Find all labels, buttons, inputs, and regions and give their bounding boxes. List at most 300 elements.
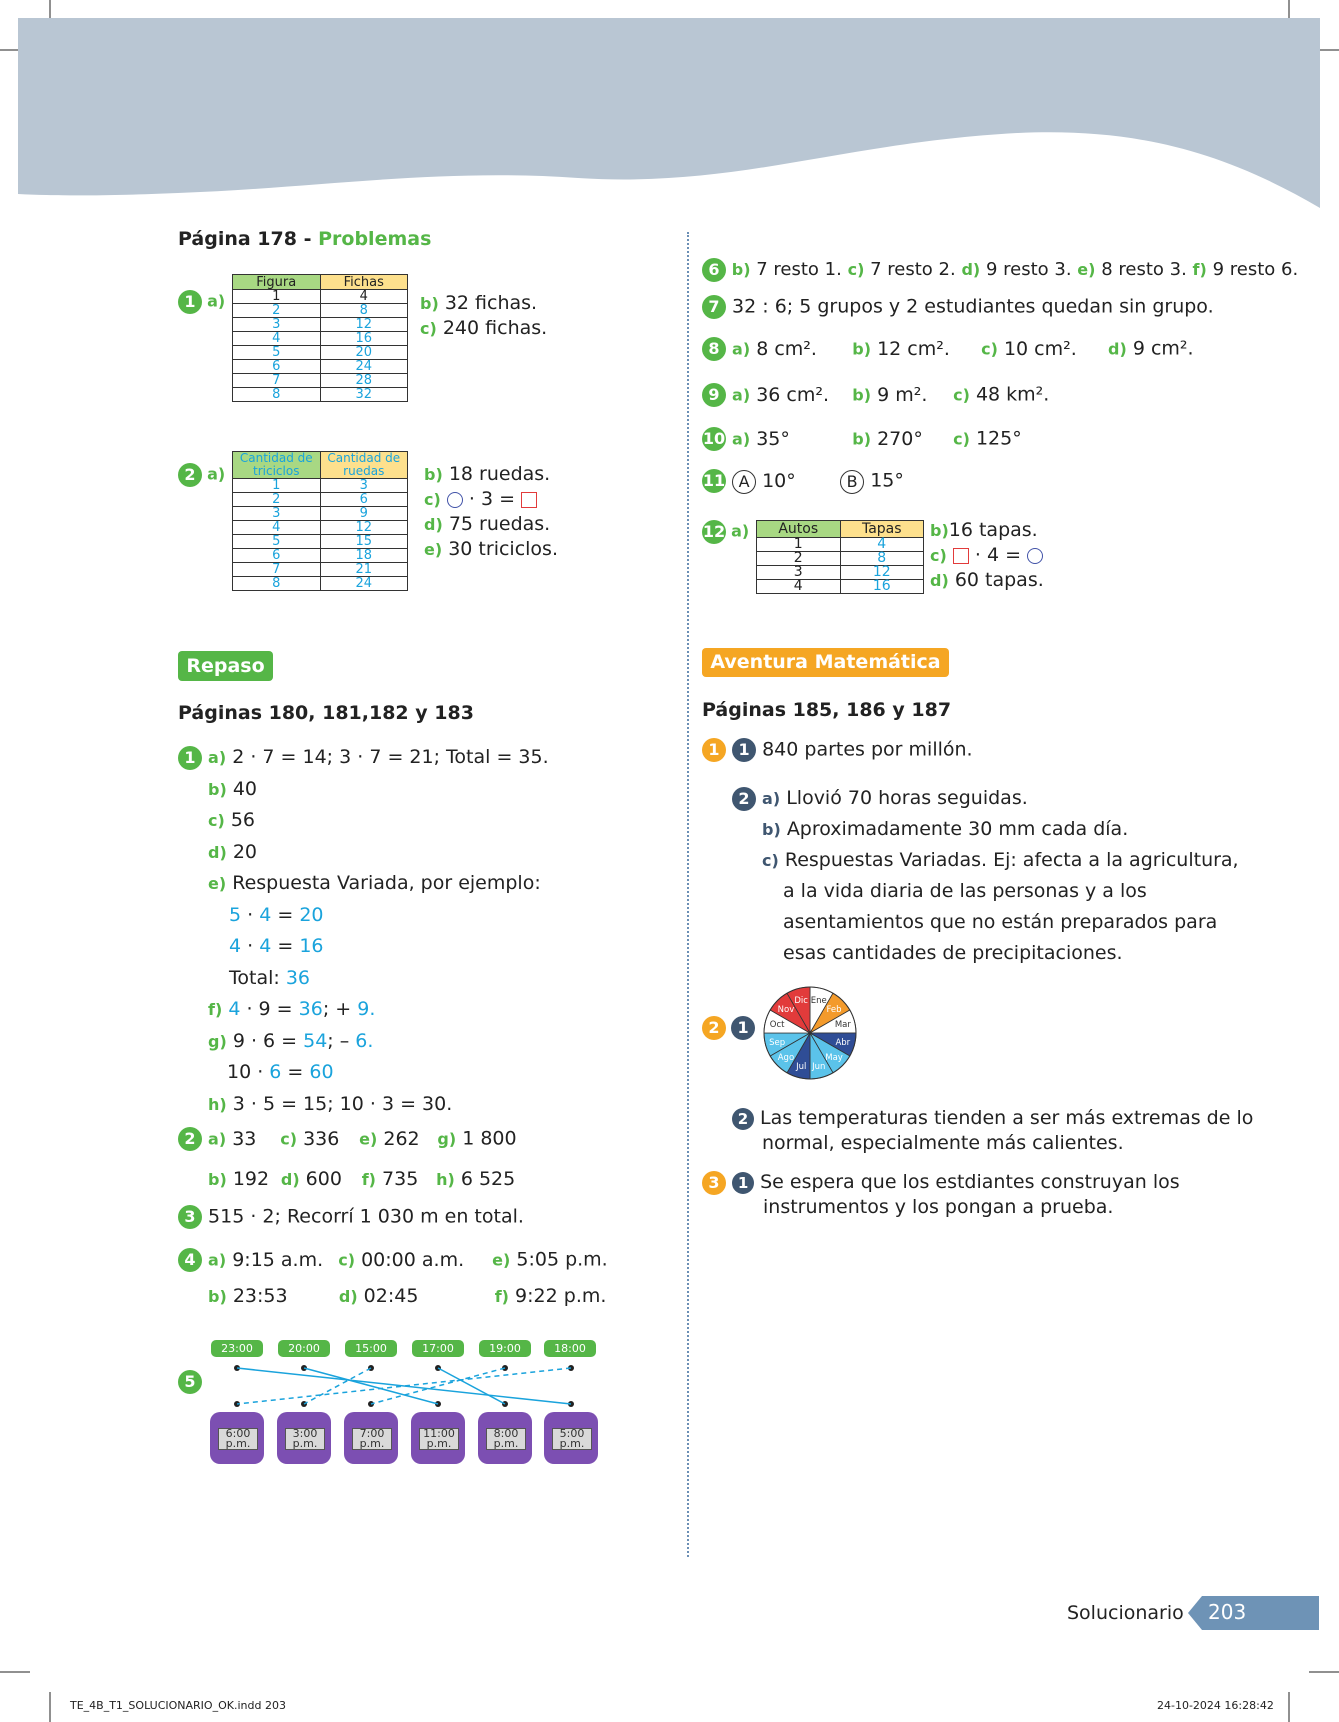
r2-a-label: a) [208,1129,227,1149]
r1-g2-p3: 60 [309,1061,334,1083]
month-label: May [825,1053,843,1064]
r1-h-label: h) [208,1094,227,1114]
month-label: Oct [769,1020,785,1031]
a2-sub2-badge: 2 [732,1108,754,1130]
time-tag: 23:00 [211,1340,263,1357]
q9-b-label: b) [852,385,872,405]
section-title-accent: Problemas [318,228,432,250]
r1-f-p5: . [369,998,376,1020]
r4-row1 [178,1248,608,1272]
r5-num-badge: 5 [178,1370,202,1394]
q9-num-badge: 9 [702,383,726,407]
watch-ampm: p.m. [559,1437,585,1450]
r1-e-label: e) [208,874,227,893]
table-row [233,388,408,402]
p2-number [178,463,225,487]
table-cell: 16 [840,580,924,594]
column-divider [687,232,689,1557]
q6-d-val: 9 resto 3. [985,259,1072,280]
month-label: Ago [777,1053,795,1064]
q6-b-val: 7 resto 1. [756,259,842,280]
circle-icon [1027,548,1043,564]
month-label: Jun [812,1061,826,1072]
p1-answers [420,291,547,341]
a1-c-line: asentamientos que no están preparados para [783,911,1218,933]
a1-line [702,738,973,762]
watch-ampm: p.m. [292,1437,318,1450]
r3-num-badge: 3 [178,1205,202,1229]
q12-answers [930,518,1044,593]
watch [544,1412,598,1464]
q6-line [702,258,1298,282]
q10-a-val: 35° [756,427,790,450]
p2-c-text: · 3 = [468,488,516,510]
p2-header-triciclos: Cantidad de triciclos [233,452,321,479]
q10-a-label: a) [732,429,751,449]
time-tag: 17:00 [412,1340,464,1357]
q12-table [756,520,924,594]
a2-sub2 [732,1106,1253,1156]
q12-c-label: c) [930,546,947,565]
q7-line [702,295,1214,319]
r2-h-label: h) [436,1170,455,1189]
q11-line [702,469,904,494]
table-cell: 2 [757,552,841,566]
r1-e-line2 [178,931,549,963]
a1-sub1-badge: 1 [732,738,756,762]
time-tag: 20:00 [278,1340,330,1357]
q8-c-label: c) [981,339,998,359]
a1-c-line: Respuestas Variadas. Ej: afecta a la agricultura, [784,849,1239,871]
r1-f-p4: 9 [357,998,370,1020]
a2-number [702,1016,755,1040]
table-cell: 7 [233,563,321,577]
r2-g-val: 1 800 [462,1127,517,1150]
table-cell: 28 [320,374,408,388]
a2-num-badge: 2 [702,1016,726,1040]
q11-b-val: 15° [870,469,904,492]
a1-sub1-text: 840 partes por millón. [762,738,973,761]
q12-c-text: · 4 = [974,544,1022,566]
p1-header-figura: Figura [233,275,321,290]
r1-e-text: Respuesta Variada, por ejemplo: [232,872,541,894]
r1-h-text: 3 · 5 = 15; 10 · 3 = 30. [232,1092,453,1115]
q9-b-val: 9 m². [877,383,928,406]
table-cell: 6 [233,360,321,374]
file-info: TE_4B_T1_SOLUCIONARIO_OK.indd 203 [70,1699,286,1712]
watch-time: 6:00 [225,1427,251,1440]
p1-number [178,290,225,314]
q8-b-val: 12 cm². [877,337,950,360]
r3-text: 515 · 2; Recorrí 1 030 m en total. [208,1205,524,1228]
r1-g-p2: ; – [327,1029,356,1052]
p1-table-body [233,290,408,402]
month-label: Jul [796,1061,807,1072]
p1-b-label: b) [420,294,439,313]
r1-e2-eq: = [271,935,300,957]
table-cell: 16 [320,332,408,346]
table-cell: 4 [757,580,841,594]
q12-num-badge: 12 [702,520,726,544]
table-cell: 4 [233,332,321,346]
q6-b-label: b) [731,260,751,279]
q10-line [702,427,1022,451]
table-row [233,577,408,591]
q12-a-label: a) [731,521,750,541]
r4-f-val: 9:22 p.m. [515,1285,607,1307]
r1-c-text: 56 [230,809,256,831]
table-cell: 2 [233,493,321,507]
watch [277,1412,331,1464]
q6-num-badge: 6 [702,258,726,282]
p2-table [232,451,408,591]
table-cell: 8 [233,577,321,591]
r4-e-label: e) [492,1250,511,1270]
p2-e-text: 30 triciclos. [448,538,558,560]
table-cell: 4 [233,521,321,535]
r2-e-val: 262 [383,1127,420,1150]
month-label: Ene [810,996,827,1007]
table-row [233,563,408,577]
r1-f-p0: 4 [228,998,241,1020]
table-row [757,580,924,594]
table-cell: 7 [233,374,321,388]
p2-b-label: b) [424,465,443,484]
table-cell: 12 [840,566,924,580]
a2-sub2-line: Las temperaturas tienden a ser más extremas de lo [760,1107,1254,1129]
r1-g-label: g) [208,1031,227,1051]
q9-line [702,383,1049,407]
p1-a-label: a) [207,291,226,311]
r1-e1-res: 20 [299,903,324,926]
p1-table [232,274,408,402]
month-label: Dic [794,996,808,1007]
r1-f-label: f) [208,1000,223,1019]
q9-c-val: 48 km². [975,383,1050,406]
q10-b-label: b) [852,429,872,449]
footer-solucionario: Solucionario [1067,1602,1184,1624]
r4-b-val: 23:53 [232,1285,288,1307]
watch-time: 7:00 [359,1427,385,1440]
a3-line: Se espera que los estdiantes construyan los [760,1171,1180,1193]
p2-b-text: 18 ruedas. [448,463,551,485]
r1-g2-p1: 6 [269,1061,282,1083]
table-cell: 4 [320,290,408,304]
table-row [233,549,408,563]
p1-c-text: 240 fichas. [442,317,548,339]
option-a-circle: A [732,470,756,494]
r4-c-label: c) [338,1250,356,1270]
q12-number [702,520,749,544]
table-cell: 8 [840,552,924,566]
r1-g2-p0: 10 · [227,1061,270,1083]
q12-b-text: 16 tapas. [948,519,1038,541]
repaso-badge: Repaso [178,651,273,681]
q6-e-val: 8 resto 3. [1101,259,1187,280]
table-cell: 4 [840,538,924,552]
r1-b-label: b) [208,779,227,799]
a1-sub2 [732,783,1239,969]
table-row [757,538,924,552]
a3-block [702,1170,1180,1220]
q9-c-label: c) [953,385,970,405]
r4-d-label: d) [338,1287,358,1306]
table-cell: 9 [320,507,408,521]
q12-d-text: 60 tapas. [954,569,1044,591]
table-row [233,507,408,521]
r2-a-val: 33 [232,1127,257,1150]
aventura-pages: Páginas 185, 186 y 187 [702,699,952,721]
time-tag: 19:00 [479,1340,531,1357]
p2-num-badge: 2 [178,463,202,487]
a1-c-line: esas cantidades de precipitaciones. [783,942,1123,964]
month-label: Abr [835,1037,851,1048]
time-tag: 18:00 [544,1340,596,1357]
a1-c-line: a la vida diaria de las personas y a los [783,880,1147,902]
a1-b-label: b) [762,820,781,839]
table-cell: 24 [320,577,408,591]
table-row [233,360,408,374]
p1-num-badge: 1 [178,290,202,314]
q6-c-val: 7 resto 2. [870,259,956,280]
watch-ampm: p.m. [493,1437,519,1450]
aventura-badge: Aventura Matemática [702,648,949,677]
table-row [233,521,408,535]
a3-num-badge: 3 [702,1171,726,1195]
a3-line: instrumentos y los pongan a prueba. [763,1196,1114,1218]
r1-num-badge: 1 [178,746,202,770]
q8-d-val: 9 cm². [1132,337,1194,360]
r1-d-label: d) [208,842,227,862]
r2-row2 [208,1168,515,1190]
r1-b-text: 40 [232,777,257,800]
table-cell: 6 [233,549,321,563]
r2-row1 [178,1127,517,1151]
a1-sub2-badge: 2 [732,787,756,811]
q6-f-label: f) [1192,260,1207,279]
month-label: Nov [777,1004,795,1015]
table-cell: 3 [233,318,321,332]
r2-b-label: b) [208,1170,227,1189]
table-cell: 24 [320,360,408,374]
square-icon [953,548,969,564]
q8-num-badge: 8 [702,337,726,361]
table-row [757,566,924,580]
q8-c-val: 10 cm². [1003,337,1077,360]
table-row [233,318,408,332]
r4-row2 [208,1285,606,1307]
month-label: Feb [826,1004,842,1015]
r1-e1-eq: = [271,903,300,926]
q12-table-body [757,538,924,594]
r1-a-label: a) [208,748,227,767]
r5-number [178,1370,202,1394]
p2-d-text: 75 ruedas. [448,513,551,535]
r1-block [178,742,549,1120]
a2-sub1-badge: 1 [731,1016,755,1040]
a2-sub2-line: normal, especialmente más calientes. [762,1132,1124,1154]
time-tag: 15:00 [345,1340,397,1357]
q12-d-label: d) [930,571,949,590]
table-cell: 12 [320,318,408,332]
r1-e2-b: 4 [259,935,272,957]
r1-e2-op: · [241,935,260,957]
r1-f-p1: · 9 = [240,998,299,1020]
watch-time: 3:00 [292,1427,318,1440]
a1-c-label: c) [762,851,779,870]
watch [478,1412,532,1464]
a3-sub1-badge: 1 [732,1172,754,1194]
table-cell: 3 [320,479,408,493]
table-row [233,304,408,318]
p1-header-fichas: Fichas [320,275,408,290]
q8-line [702,337,1194,361]
watch-time: 8:00 [493,1427,519,1440]
table-cell: 32 [320,388,408,402]
p2-e-label: e) [424,540,443,559]
q12-header-tapas: Tapas [840,521,924,538]
page-number: 203 [1208,1600,1247,1624]
table-cell: 18 [320,549,408,563]
table-cell: 6 [320,493,408,507]
circle-icon [447,492,463,508]
square-icon [521,492,537,508]
q9-a-label: a) [732,385,751,405]
table-cell: 1 [233,479,321,493]
q10-c-label: c) [953,429,970,449]
q10-num-badge: 10 [702,427,726,451]
q10-b-val: 270° [877,427,923,450]
table-cell: 3 [757,566,841,580]
table-row [233,374,408,388]
table-row [233,535,408,549]
q12-header-autos: Autos [757,521,841,538]
month-wheel [762,985,858,1081]
p2-answers [424,462,558,562]
watch-time: 5:00 [559,1427,585,1440]
table-row [757,552,924,566]
r1-f-p3: ; + [322,998,358,1020]
watch-time: 11:00 [423,1427,455,1440]
table-cell: 1 [233,290,321,304]
r4-e-val: 5:05 p.m. [516,1248,608,1271]
a1-num-badge: 1 [702,738,726,762]
r2-c-label: c) [280,1129,298,1149]
watch-ampm: p.m. [426,1437,452,1450]
table-cell: 15 [320,535,408,549]
r1-a-text: 2 · 7 = 14; 3 · 7 = 21; Total = 35. [232,746,549,768]
p2-d-label: d) [424,515,443,534]
p2-c-label: c) [424,490,441,509]
q7-num-badge: 7 [702,295,726,319]
q8-a-val: 8 cm². [756,337,817,360]
watch-ampm: p.m. [225,1437,251,1450]
q11-a-val: 10° [762,469,796,492]
r3-line [178,1205,524,1229]
matching-lines [200,1360,600,1420]
q6-e-label: e) [1077,260,1096,279]
r2-e-label: e) [359,1129,378,1149]
table-cell: 2 [233,304,321,318]
q9-a-val: 36 cm². [756,383,830,406]
r4-b-label: b) [208,1287,227,1306]
r2-h-val: 6 525 [460,1168,516,1190]
table-cell: 8 [320,304,408,318]
r1-d-text: 20 [232,840,257,863]
r1-f-p2: 36 [298,998,323,1020]
r2-f-label: f) [361,1170,376,1189]
q7-text: 32 : 6; 5 grupos y 2 estudiantes quedan sin grupo. [732,295,1214,318]
q8-b-label: b) [852,339,872,359]
p2-a-label: a) [207,464,226,484]
r1-e1-a: 5 [229,903,242,926]
r1-c-label: c) [208,811,225,830]
q6-f-val: 9 resto 6. [1212,259,1299,280]
p2-header-ruedas: Cantidad de ruedas [320,452,408,479]
p1-c-label: c) [420,319,437,338]
p1-b-text: 32 fichas. [444,292,538,314]
r2-b-val: 192 [232,1168,270,1190]
table-row [233,346,408,360]
table-cell: 12 [320,521,408,535]
r2-c-val: 336 [303,1127,340,1150]
r1-e2-a: 4 [229,935,242,957]
table-cell: 3 [233,507,321,521]
r4-num-badge: 4 [178,1248,202,1272]
r1-g-p4: . [367,1029,374,1052]
table-cell: 21 [320,563,408,577]
table-cell: 1 [757,538,841,552]
month-label: Sep [769,1037,786,1048]
r2-num-badge: 2 [178,1127,202,1151]
table-row [233,332,408,346]
q8-d-label: d) [1108,339,1127,359]
table-cell: 20 [320,346,408,360]
a1-b-text: Aproximadamente 30 mm cada día. [786,818,1129,840]
option-b-circle: B [840,470,864,494]
watch-ampm: p.m. [359,1437,385,1450]
r2-f-val: 735 [382,1168,419,1190]
a1-a-label: a) [762,789,781,808]
table-row [233,479,408,493]
r4-d-val: 02:45 [363,1285,419,1307]
print-timestamp: 24-10-2024 16:28:42 [1157,1699,1274,1712]
watch [210,1412,264,1464]
r1-e2-res: 16 [299,935,324,957]
r1-e-total: 36 [285,966,311,989]
r1-g-p0: 9 · 6 = [232,1029,304,1052]
q8-a-label: a) [732,339,751,359]
section-title-text: Página 178 - [178,228,312,250]
r2-d-label: d) [280,1170,300,1189]
q11-num-badge: 11 [702,469,726,493]
watch [344,1412,398,1464]
table-cell: 8 [233,388,321,402]
r4-c-val: 00:00 a.m. [361,1248,465,1271]
month-label: Mar [834,1020,851,1031]
r1-e-line1 [178,900,549,932]
r1-g2-p2: = [281,1061,310,1083]
r1-e-total-label: Total: [229,966,280,989]
q6-c-label: c) [847,260,865,279]
r1-g-p1: 54 [303,1029,328,1052]
q12-b-label: b) [930,521,949,540]
table-row [233,493,408,507]
r4-f-label: f) [494,1287,509,1306]
r1-e1-b: 4 [259,903,272,926]
r4-a-label: a) [208,1250,227,1270]
table-row [233,290,408,304]
